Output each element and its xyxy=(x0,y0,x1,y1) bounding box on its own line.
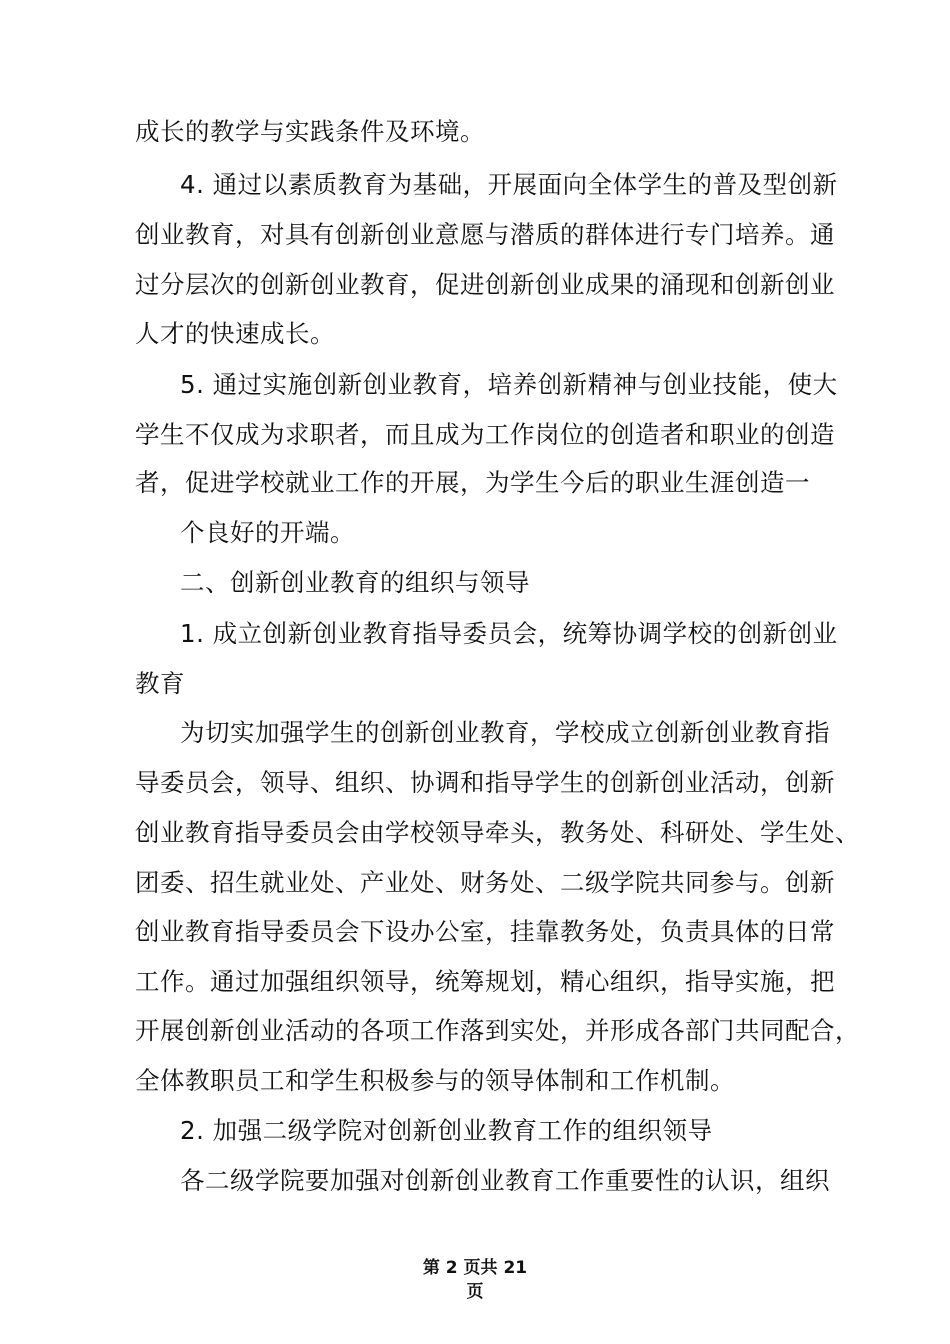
body-line: 全体教职员工和学生积极参与的领导体制和工作机制。 xyxy=(135,1066,735,1095)
subsection-heading-cont: 教育 xyxy=(135,669,185,698)
body-line: 者，促进学校就业工作的开展，为学生今后的职业生涯创造一 xyxy=(135,468,810,497)
section-heading: 二、创新创业教育的组织与领导 xyxy=(180,568,530,597)
body-line: 4. 通过以素质教育为基础，开展面向全体学生的普及型创新 xyxy=(180,170,838,199)
body-line: 5. 通过实施创新创业教育，培养创新精神与创业技能，使大 xyxy=(180,370,838,399)
subsection-heading: 2. 加强二级学院对创新创业教育工作的组织领导 xyxy=(180,1116,713,1145)
body-line: 为切实加强学生的创新创业教育，学校成立创新创业教育指 xyxy=(180,718,830,747)
body-line: 导委员会，领导、组织、协调和指导学生的创新创业活动，创新 xyxy=(135,768,835,797)
body-line: 各二级学院要加强对创新创业教育工作重要性的认识，组织 xyxy=(180,1166,830,1195)
body-line: 创业教育，对具有创新创业意愿与潜质的群体进行专门培养。通 xyxy=(135,220,835,249)
page-number-cont: 页 xyxy=(466,1282,484,1302)
body-line: 团委、招生就业处、产业处、财务处、二级学院共同参与。创新 xyxy=(135,868,835,897)
page-number: 第 2 页共 21 xyxy=(422,1258,528,1278)
body-line: 创业教育指导委员会下设办公室，挂靠教务处，负责具体的日常 xyxy=(135,917,835,946)
body-line: 成长的教学与实践条件及环境。 xyxy=(135,117,485,146)
body-line: 学生不仅成为求职者，而且成为工作岗位的创造者和职业的创造 xyxy=(135,420,835,449)
body-line: 人才的快速成长。 xyxy=(135,319,335,348)
body-line: 创业教育指导委员会由学校领导牵头，教务处、科研处、学生处、 xyxy=(135,818,860,847)
body-line: 过分层次的创新创业教育，促进创新创业成果的涌现和创新创业 xyxy=(135,270,835,299)
body-line: 个良好的开端。 xyxy=(180,518,355,547)
body-line: 工作。通过加强组织领导，统筹规划，精心组织，指导实施，把 xyxy=(135,967,835,996)
subsection-heading: 1. 成立创新创业教育指导委员会，统筹协调学校的创新创业 xyxy=(180,619,838,648)
body-line: 开展创新创业活动的各项工作落到实处，并形成各部门共同配合， xyxy=(135,1016,860,1045)
